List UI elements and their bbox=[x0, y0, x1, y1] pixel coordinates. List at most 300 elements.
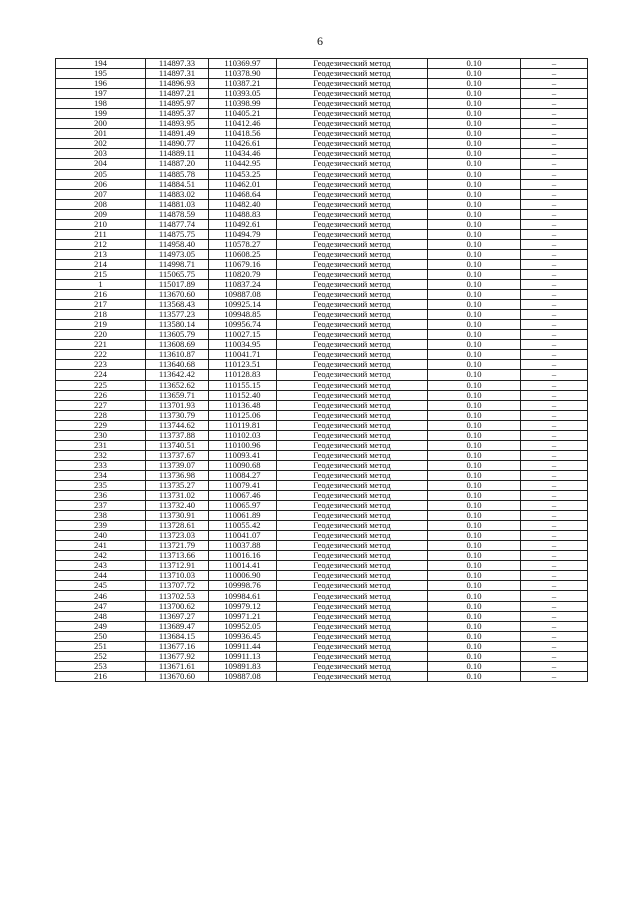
error-cell: 0.10 bbox=[428, 450, 521, 460]
table-row bbox=[56, 209, 588, 219]
point-number-cell: 198 bbox=[56, 99, 146, 109]
table-row bbox=[56, 199, 588, 209]
note-cell: – bbox=[521, 641, 588, 651]
point-number-cell: 246 bbox=[56, 591, 146, 601]
method-cell: Геодезический метод bbox=[277, 350, 428, 360]
x-coordinate-cell: 113740.51 bbox=[146, 440, 209, 450]
y-coordinate-cell: 110462.01 bbox=[209, 179, 277, 189]
y-coordinate-cell: 110006.90 bbox=[209, 571, 277, 581]
point-number-cell: 236 bbox=[56, 491, 146, 501]
x-coordinate-cell: 114897.33 bbox=[146, 59, 209, 69]
error-cell: 0.10 bbox=[428, 671, 521, 681]
x-coordinate-cell: 113737.67 bbox=[146, 450, 209, 460]
x-coordinate-cell: 114884.51 bbox=[146, 179, 209, 189]
x-coordinate-cell: 113608.69 bbox=[146, 340, 209, 350]
point-number-cell: 229 bbox=[56, 420, 146, 430]
error-cell: 0.10 bbox=[428, 531, 521, 541]
point-number-cell: 218 bbox=[56, 310, 146, 320]
method-cell: Геодезический метод bbox=[277, 511, 428, 521]
x-coordinate-cell: 113689.47 bbox=[146, 621, 209, 631]
x-coordinate-cell: 113731.02 bbox=[146, 491, 209, 501]
error-cell: 0.10 bbox=[428, 159, 521, 169]
error-cell: 0.10 bbox=[428, 621, 521, 631]
method-cell: Геодезический метод bbox=[277, 79, 428, 89]
error-cell: 0.10 bbox=[428, 149, 521, 159]
note-cell: – bbox=[521, 541, 588, 551]
method-cell: Геодезический метод bbox=[277, 199, 428, 209]
note-cell: – bbox=[521, 239, 588, 249]
table-row bbox=[56, 651, 588, 661]
point-number-cell: 204 bbox=[56, 159, 146, 169]
x-coordinate-cell: 113697.27 bbox=[146, 611, 209, 621]
x-coordinate-cell: 114897.31 bbox=[146, 69, 209, 79]
method-cell: Геодезический метод bbox=[277, 139, 428, 149]
method-cell: Геодезический метод bbox=[277, 280, 428, 290]
point-number-cell: 252 bbox=[56, 651, 146, 661]
table-row bbox=[56, 109, 588, 119]
point-number-cell: 253 bbox=[56, 661, 146, 671]
y-coordinate-cell: 110412.46 bbox=[209, 119, 277, 129]
note-cell: – bbox=[521, 209, 588, 219]
table-row bbox=[56, 119, 588, 129]
point-number-cell: 233 bbox=[56, 460, 146, 470]
method-cell: Геодезический метод bbox=[277, 229, 428, 239]
error-cell: 0.10 bbox=[428, 591, 521, 601]
point-number-cell: 200 bbox=[56, 119, 146, 129]
point-number-cell: 240 bbox=[56, 531, 146, 541]
y-coordinate-cell: 110027.15 bbox=[209, 330, 277, 340]
note-cell: – bbox=[521, 290, 588, 300]
error-cell: 0.10 bbox=[428, 179, 521, 189]
point-number-cell: 220 bbox=[56, 330, 146, 340]
error-cell: 0.10 bbox=[428, 480, 521, 490]
table-row bbox=[56, 229, 588, 239]
point-number-cell: 222 bbox=[56, 350, 146, 360]
error-cell: 0.10 bbox=[428, 521, 521, 531]
x-coordinate-cell: 113671.61 bbox=[146, 661, 209, 671]
x-coordinate-cell: 113735.27 bbox=[146, 480, 209, 490]
error-cell: 0.10 bbox=[428, 581, 521, 591]
note-cell: – bbox=[521, 179, 588, 189]
note-cell: – bbox=[521, 259, 588, 269]
table-row bbox=[56, 480, 588, 490]
method-cell: Геодезический метод bbox=[277, 259, 428, 269]
note-cell: – bbox=[521, 671, 588, 681]
method-cell: Геодезический метод bbox=[277, 410, 428, 420]
x-coordinate-cell: 113721.79 bbox=[146, 541, 209, 551]
x-coordinate-cell: 114875.75 bbox=[146, 229, 209, 239]
y-coordinate-cell: 110393.05 bbox=[209, 89, 277, 99]
y-coordinate-cell: 110061.89 bbox=[209, 511, 277, 521]
x-coordinate-cell: 114890.77 bbox=[146, 139, 209, 149]
note-cell: – bbox=[521, 109, 588, 119]
x-coordinate-cell: 114897.21 bbox=[146, 89, 209, 99]
x-coordinate-cell: 113642.42 bbox=[146, 370, 209, 380]
method-cell: Геодезический метод bbox=[277, 310, 428, 320]
method-cell: Геодезический метод bbox=[277, 591, 428, 601]
point-number-cell: 194 bbox=[56, 59, 146, 69]
method-cell: Геодезический метод bbox=[277, 651, 428, 661]
note-cell: – bbox=[521, 621, 588, 631]
note-cell: – bbox=[521, 89, 588, 99]
method-cell: Геодезический метод bbox=[277, 99, 428, 109]
error-cell: 0.10 bbox=[428, 280, 521, 290]
x-coordinate-cell: 114895.97 bbox=[146, 99, 209, 109]
table-row bbox=[56, 79, 588, 89]
table-row bbox=[56, 310, 588, 320]
table-row bbox=[56, 491, 588, 501]
error-cell: 0.10 bbox=[428, 661, 521, 671]
error-cell: 0.10 bbox=[428, 491, 521, 501]
x-coordinate-cell: 114878.59 bbox=[146, 209, 209, 219]
point-number-cell: 238 bbox=[56, 511, 146, 521]
method-cell: Геодезический метод bbox=[277, 169, 428, 179]
note-cell: – bbox=[521, 189, 588, 199]
error-cell: 0.10 bbox=[428, 571, 521, 581]
y-coordinate-cell: 110378.90 bbox=[209, 69, 277, 79]
y-coordinate-cell: 110492.61 bbox=[209, 219, 277, 229]
error-cell: 0.10 bbox=[428, 651, 521, 661]
table-row bbox=[56, 360, 588, 370]
y-coordinate-cell: 110041.07 bbox=[209, 531, 277, 541]
point-number-cell: 230 bbox=[56, 430, 146, 440]
y-coordinate-cell: 110037.88 bbox=[209, 541, 277, 551]
point-number-cell: 215 bbox=[56, 269, 146, 279]
y-coordinate-cell: 110426.61 bbox=[209, 139, 277, 149]
method-cell: Геодезический метод bbox=[277, 581, 428, 591]
method-cell: Геодезический метод bbox=[277, 360, 428, 370]
x-coordinate-cell: 114887.20 bbox=[146, 159, 209, 169]
table-row bbox=[56, 330, 588, 340]
point-number-cell: 203 bbox=[56, 149, 146, 159]
error-cell: 0.10 bbox=[428, 269, 521, 279]
note-cell: – bbox=[521, 79, 588, 89]
x-coordinate-cell: 113739.07 bbox=[146, 460, 209, 470]
x-coordinate-cell: 113568.43 bbox=[146, 300, 209, 310]
y-coordinate-cell: 110434.46 bbox=[209, 149, 277, 159]
point-number-cell: 216 bbox=[56, 290, 146, 300]
note-cell: – bbox=[521, 480, 588, 490]
x-coordinate-cell: 113684.15 bbox=[146, 631, 209, 641]
method-cell: Геодезический метод bbox=[277, 541, 428, 551]
method-cell: Геодезический метод bbox=[277, 59, 428, 69]
error-cell: 0.10 bbox=[428, 189, 521, 199]
y-coordinate-cell: 109887.08 bbox=[209, 671, 277, 681]
coordinates-table-body bbox=[56, 59, 588, 682]
point-number-cell: 199 bbox=[56, 109, 146, 119]
table-row bbox=[56, 69, 588, 79]
method-cell: Геодезический метод bbox=[277, 460, 428, 470]
table-row bbox=[56, 259, 588, 269]
y-coordinate-cell: 110837.24 bbox=[209, 280, 277, 290]
y-coordinate-cell: 109891.83 bbox=[209, 661, 277, 671]
note-cell: – bbox=[521, 199, 588, 209]
error-cell: 0.10 bbox=[428, 410, 521, 420]
y-coordinate-cell: 109925.14 bbox=[209, 300, 277, 310]
y-coordinate-cell: 110453.25 bbox=[209, 169, 277, 179]
x-coordinate-cell: 113670.60 bbox=[146, 290, 209, 300]
error-cell: 0.10 bbox=[428, 360, 521, 370]
error-cell: 0.10 bbox=[428, 340, 521, 350]
error-cell: 0.10 bbox=[428, 511, 521, 521]
method-cell: Геодезический метод bbox=[277, 641, 428, 651]
x-coordinate-cell: 113577.23 bbox=[146, 310, 209, 320]
method-cell: Геодезический метод bbox=[277, 290, 428, 300]
method-cell: Геодезический метод bbox=[277, 320, 428, 330]
table-row bbox=[56, 300, 588, 310]
note-cell: – bbox=[521, 440, 588, 450]
method-cell: Геодезический метод bbox=[277, 89, 428, 99]
note-cell: – bbox=[521, 571, 588, 581]
x-coordinate-cell: 113677.16 bbox=[146, 641, 209, 651]
note-cell: – bbox=[521, 450, 588, 460]
error-cell: 0.10 bbox=[428, 370, 521, 380]
x-coordinate-cell: 113670.60 bbox=[146, 671, 209, 681]
method-cell: Геодезический метод bbox=[277, 420, 428, 430]
error-cell: 0.10 bbox=[428, 611, 521, 621]
method-cell: Геодезический метод bbox=[277, 239, 428, 249]
note-cell: – bbox=[521, 581, 588, 591]
y-coordinate-cell: 109887.08 bbox=[209, 290, 277, 300]
table-row bbox=[56, 89, 588, 99]
table-row bbox=[56, 149, 588, 159]
point-number-cell: 206 bbox=[56, 179, 146, 189]
note-cell: – bbox=[521, 591, 588, 601]
y-coordinate-cell: 109979.12 bbox=[209, 601, 277, 611]
x-coordinate-cell: 114895.37 bbox=[146, 109, 209, 119]
x-coordinate-cell: 113677.92 bbox=[146, 651, 209, 661]
method-cell: Геодезический метод bbox=[277, 249, 428, 259]
note-cell: – bbox=[521, 511, 588, 521]
point-number-cell: 248 bbox=[56, 611, 146, 621]
note-cell: – bbox=[521, 400, 588, 410]
table-row bbox=[56, 290, 588, 300]
y-coordinate-cell: 110090.68 bbox=[209, 460, 277, 470]
point-number-cell: 239 bbox=[56, 521, 146, 531]
point-number-cell: 227 bbox=[56, 400, 146, 410]
y-coordinate-cell: 110387.21 bbox=[209, 79, 277, 89]
point-number-cell: 244 bbox=[56, 571, 146, 581]
method-cell: Геодезический метод bbox=[277, 611, 428, 621]
point-number-cell: 225 bbox=[56, 380, 146, 390]
error-cell: 0.10 bbox=[428, 249, 521, 259]
table-row bbox=[56, 189, 588, 199]
error-cell: 0.10 bbox=[428, 229, 521, 239]
table-row bbox=[56, 511, 588, 521]
note-cell: – bbox=[521, 611, 588, 621]
table-row bbox=[56, 219, 588, 229]
method-cell: Геодезический метод bbox=[277, 601, 428, 611]
error-cell: 0.10 bbox=[428, 501, 521, 511]
error-cell: 0.10 bbox=[428, 109, 521, 119]
error-cell: 0.10 bbox=[428, 139, 521, 149]
method-cell: Геодезический метод bbox=[277, 370, 428, 380]
point-number-cell: 205 bbox=[56, 169, 146, 179]
x-coordinate-cell: 114891.49 bbox=[146, 129, 209, 139]
table-row bbox=[56, 320, 588, 330]
method-cell: Геодезический метод bbox=[277, 480, 428, 490]
point-number-cell: 196 bbox=[56, 79, 146, 89]
coordinates-table bbox=[55, 58, 588, 682]
y-coordinate-cell: 110679.16 bbox=[209, 259, 277, 269]
y-coordinate-cell: 110152.40 bbox=[209, 390, 277, 400]
point-number-cell: 243 bbox=[56, 561, 146, 571]
method-cell: Геодезический метод bbox=[277, 501, 428, 511]
y-coordinate-cell: 110041.71 bbox=[209, 350, 277, 360]
point-number-cell: 223 bbox=[56, 360, 146, 370]
y-coordinate-cell: 109911.13 bbox=[209, 651, 277, 661]
table-row bbox=[56, 99, 588, 109]
table-row bbox=[56, 390, 588, 400]
x-coordinate-cell: 113610.87 bbox=[146, 350, 209, 360]
point-number-cell: 241 bbox=[56, 541, 146, 551]
x-coordinate-cell: 113580.14 bbox=[146, 320, 209, 330]
note-cell: – bbox=[521, 99, 588, 109]
error-cell: 0.10 bbox=[428, 380, 521, 390]
y-coordinate-cell: 110136.48 bbox=[209, 400, 277, 410]
y-coordinate-cell: 110119.81 bbox=[209, 420, 277, 430]
table-row bbox=[56, 430, 588, 440]
x-coordinate-cell: 114877.74 bbox=[146, 219, 209, 229]
x-coordinate-cell: 113701.93 bbox=[146, 400, 209, 410]
x-coordinate-cell: 114973.05 bbox=[146, 249, 209, 259]
y-coordinate-cell: 110125.06 bbox=[209, 410, 277, 420]
y-coordinate-cell: 110014.41 bbox=[209, 561, 277, 571]
method-cell: Геодезический метод bbox=[277, 631, 428, 641]
note-cell: – bbox=[521, 410, 588, 420]
note-cell: – bbox=[521, 420, 588, 430]
table-row bbox=[56, 621, 588, 631]
error-cell: 0.10 bbox=[428, 209, 521, 219]
error-cell: 0.10 bbox=[428, 69, 521, 79]
method-cell: Геодезический метод bbox=[277, 340, 428, 350]
error-cell: 0.10 bbox=[428, 601, 521, 611]
method-cell: Геодезический метод bbox=[277, 109, 428, 119]
y-coordinate-cell: 110494.79 bbox=[209, 229, 277, 239]
y-coordinate-cell: 110100.96 bbox=[209, 440, 277, 450]
error-cell: 0.10 bbox=[428, 129, 521, 139]
error-cell: 0.10 bbox=[428, 99, 521, 109]
x-coordinate-cell: 113723.03 bbox=[146, 531, 209, 541]
table-row bbox=[56, 591, 588, 601]
y-coordinate-cell: 109948.85 bbox=[209, 310, 277, 320]
point-number-cell: 209 bbox=[56, 209, 146, 219]
x-coordinate-cell: 113713.66 bbox=[146, 551, 209, 561]
y-coordinate-cell: 110055.42 bbox=[209, 521, 277, 531]
point-number-cell: 197 bbox=[56, 89, 146, 99]
x-coordinate-cell: 113728.61 bbox=[146, 521, 209, 531]
y-coordinate-cell: 110820.79 bbox=[209, 269, 277, 279]
error-cell: 0.10 bbox=[428, 641, 521, 651]
y-coordinate-cell: 110578.27 bbox=[209, 239, 277, 249]
point-number-cell: 226 bbox=[56, 390, 146, 400]
x-coordinate-cell: 113640.68 bbox=[146, 360, 209, 370]
y-coordinate-cell: 110128.83 bbox=[209, 370, 277, 380]
error-cell: 0.10 bbox=[428, 59, 521, 69]
note-cell: – bbox=[521, 350, 588, 360]
note-cell: – bbox=[521, 340, 588, 350]
point-number-cell: 211 bbox=[56, 229, 146, 239]
method-cell: Геодезический метод bbox=[277, 470, 428, 480]
method-cell: Геодезический метод bbox=[277, 219, 428, 229]
note-cell: – bbox=[521, 119, 588, 129]
table-row bbox=[56, 521, 588, 531]
x-coordinate-cell: 115065.75 bbox=[146, 269, 209, 279]
method-cell: Геодезический метод bbox=[277, 551, 428, 561]
x-coordinate-cell: 113730.91 bbox=[146, 511, 209, 521]
table-row bbox=[56, 420, 588, 430]
table-row bbox=[56, 611, 588, 621]
error-cell: 0.10 bbox=[428, 470, 521, 480]
y-coordinate-cell: 110067.46 bbox=[209, 491, 277, 501]
x-coordinate-cell: 113702.53 bbox=[146, 591, 209, 601]
method-cell: Геодезический метод bbox=[277, 330, 428, 340]
y-coordinate-cell: 109952.05 bbox=[209, 621, 277, 631]
method-cell: Геодезический метод bbox=[277, 450, 428, 460]
x-coordinate-cell: 113736.98 bbox=[146, 470, 209, 480]
method-cell: Геодезический метод bbox=[277, 119, 428, 129]
y-coordinate-cell: 110093.41 bbox=[209, 450, 277, 460]
error-cell: 0.10 bbox=[428, 320, 521, 330]
y-coordinate-cell: 110155.15 bbox=[209, 380, 277, 390]
point-number-cell: 202 bbox=[56, 139, 146, 149]
error-cell: 0.10 bbox=[428, 551, 521, 561]
table-row bbox=[56, 139, 588, 149]
note-cell: – bbox=[521, 330, 588, 340]
method-cell: Геодезический метод bbox=[277, 561, 428, 571]
method-cell: Геодезический метод bbox=[277, 491, 428, 501]
note-cell: – bbox=[521, 661, 588, 671]
x-coordinate-cell: 114896.93 bbox=[146, 79, 209, 89]
y-coordinate-cell: 109971.21 bbox=[209, 611, 277, 621]
note-cell: – bbox=[521, 601, 588, 611]
y-coordinate-cell: 110369.97 bbox=[209, 59, 277, 69]
table-row bbox=[56, 169, 588, 179]
method-cell: Геодезический метод bbox=[277, 179, 428, 189]
y-coordinate-cell: 109911.44 bbox=[209, 641, 277, 651]
note-cell: – bbox=[521, 280, 588, 290]
table-row bbox=[56, 531, 588, 541]
point-number-cell: 232 bbox=[56, 450, 146, 460]
table-row bbox=[56, 59, 588, 69]
y-coordinate-cell: 110016.16 bbox=[209, 551, 277, 561]
x-coordinate-cell: 113744.62 bbox=[146, 420, 209, 430]
error-cell: 0.10 bbox=[428, 561, 521, 571]
table-row bbox=[56, 269, 588, 279]
error-cell: 0.10 bbox=[428, 259, 521, 269]
y-coordinate-cell: 110084.27 bbox=[209, 470, 277, 480]
method-cell: Геодезический метод bbox=[277, 269, 428, 279]
table-row bbox=[56, 380, 588, 390]
table-row bbox=[56, 179, 588, 189]
note-cell: – bbox=[521, 631, 588, 641]
y-coordinate-cell: 110488.83 bbox=[209, 209, 277, 219]
table-row bbox=[56, 561, 588, 571]
method-cell: Геодезический метод bbox=[277, 440, 428, 450]
table-row bbox=[56, 450, 588, 460]
x-coordinate-cell: 114881.03 bbox=[146, 199, 209, 209]
note-cell: – bbox=[521, 69, 588, 79]
note-cell: – bbox=[521, 491, 588, 501]
y-coordinate-cell: 109984.61 bbox=[209, 591, 277, 601]
method-cell: Геодезический метод bbox=[277, 129, 428, 139]
point-number-cell: 234 bbox=[56, 470, 146, 480]
y-coordinate-cell: 109998.76 bbox=[209, 581, 277, 591]
note-cell: – bbox=[521, 551, 588, 561]
method-cell: Геодезический метод bbox=[277, 671, 428, 681]
table-row bbox=[56, 601, 588, 611]
point-number-cell: 217 bbox=[56, 300, 146, 310]
